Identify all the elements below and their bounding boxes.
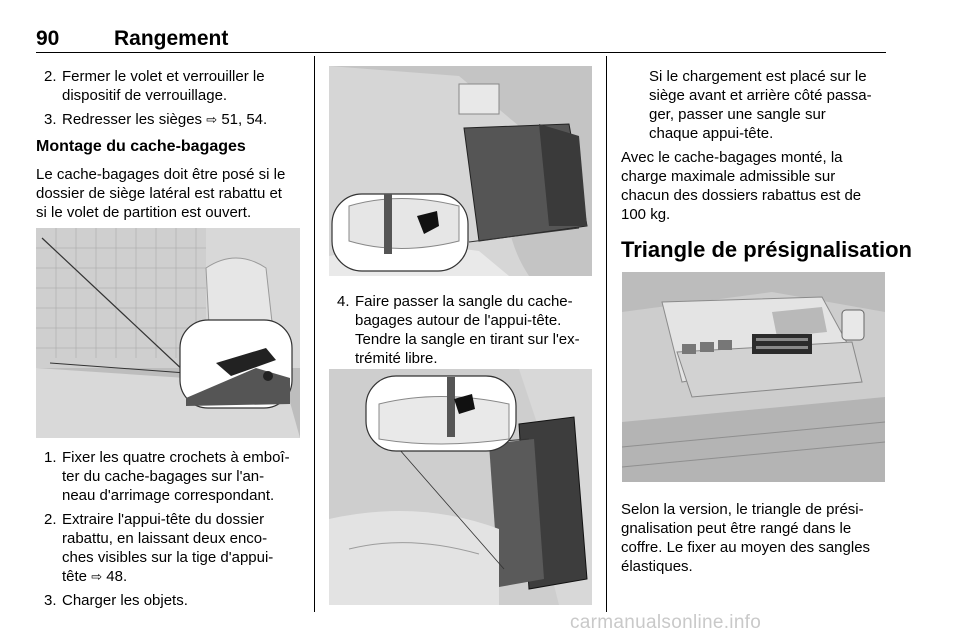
illustration-strap-tension <box>329 369 592 605</box>
page-ref-link[interactable]: 51, 54. <box>221 111 268 128</box>
list-item-line: Extraire l'appui-tête du dossier <box>62 511 265 528</box>
list-item-line: Fixer les quatre crochets à emboî- <box>62 449 290 466</box>
list-item-line: Fermer le volet et verrouiller le <box>62 68 265 85</box>
paragraph-line: chacun des dossiers rabattus est de <box>621 187 862 204</box>
list-item-line: dispositif de verrouillage. <box>62 87 228 104</box>
paragraph-line: charge maximale admissible sur <box>621 168 836 185</box>
list-item-text: Redresser les sièges <box>62 111 203 128</box>
list-item-line: neau d'arrimage correspondant. <box>62 487 275 504</box>
page-title: Rangement <box>114 27 229 50</box>
paragraph-line: 100 kg. <box>621 206 671 223</box>
header-divider <box>36 52 886 53</box>
page-ref-arrow-icon: ⇨ <box>91 569 103 584</box>
list-number: 1. <box>44 449 57 466</box>
list-item-line: trémité libre. <box>355 350 438 367</box>
list-item-line: Faire passer la sangle du cache- <box>355 293 573 310</box>
list-item-line <box>62 567 127 586</box>
list-item-line <box>62 110 267 129</box>
paragraph-line: gnalisation peut être rangé dans le <box>621 520 852 537</box>
paragraph-line: Avec le cache-bagages monté, la <box>621 149 843 166</box>
list-number: 2. <box>44 68 57 85</box>
list-item-line: siège avant et arrière côté passa- <box>649 87 872 104</box>
list-item-line: ches visibles sur la tige d'appui- <box>62 549 274 566</box>
paragraph-line: Le cache-bagages doit être posé si le <box>36 166 286 183</box>
paragraph-line: si le volet de partition est ouvert. <box>36 204 252 221</box>
list-item-line: Tendre la sangle en tirant sur l'ex- <box>355 331 580 348</box>
list-item-line: ter du cache-bagages sur l'an- <box>62 468 265 485</box>
watermark: carmanualsonline.info <box>570 612 762 633</box>
paragraph-line: Selon la version, le triangle de prési- <box>621 501 864 518</box>
illustration-headrest-strap <box>329 66 592 276</box>
page-ref-link[interactable]: 48. <box>106 568 128 585</box>
section-heading: Triangle de présignalisation <box>621 237 912 262</box>
list-number: 3. <box>44 592 57 609</box>
illustration-cargo-cover-hooks <box>36 228 300 438</box>
list-number: 3. <box>44 111 57 128</box>
list-item-line: bagages autour de l'appui-tête. <box>355 312 562 329</box>
list-item-line: rabattu, en laissant deux enco- <box>62 530 268 547</box>
column-divider-left <box>314 56 315 612</box>
paragraph-line: coffre. Le fixer au moyen des sangles <box>621 539 871 556</box>
illustration-warning-triangle-storage <box>622 272 885 482</box>
section-heading: Montage du cache-bagages <box>36 138 246 155</box>
list-item-line: Si le chargement est placé sur le <box>649 68 867 85</box>
paragraph-line: élastiques. <box>621 558 693 575</box>
list-item-text: tête <box>62 568 88 585</box>
list-number: 4. <box>337 293 350 310</box>
list-item-line: ger, passer une sangle sur <box>649 106 826 123</box>
page-number: 90 <box>36 27 60 50</box>
list-item-line: Charger les objets. <box>62 592 188 609</box>
list-number: 2. <box>44 511 57 528</box>
page-ref-arrow-icon: ⇨ <box>206 112 218 127</box>
column-divider-right <box>606 56 607 612</box>
list-item-line: chaque appui-tête. <box>649 125 774 142</box>
paragraph-line: dossier de siège latéral est rabattu et <box>36 185 282 202</box>
